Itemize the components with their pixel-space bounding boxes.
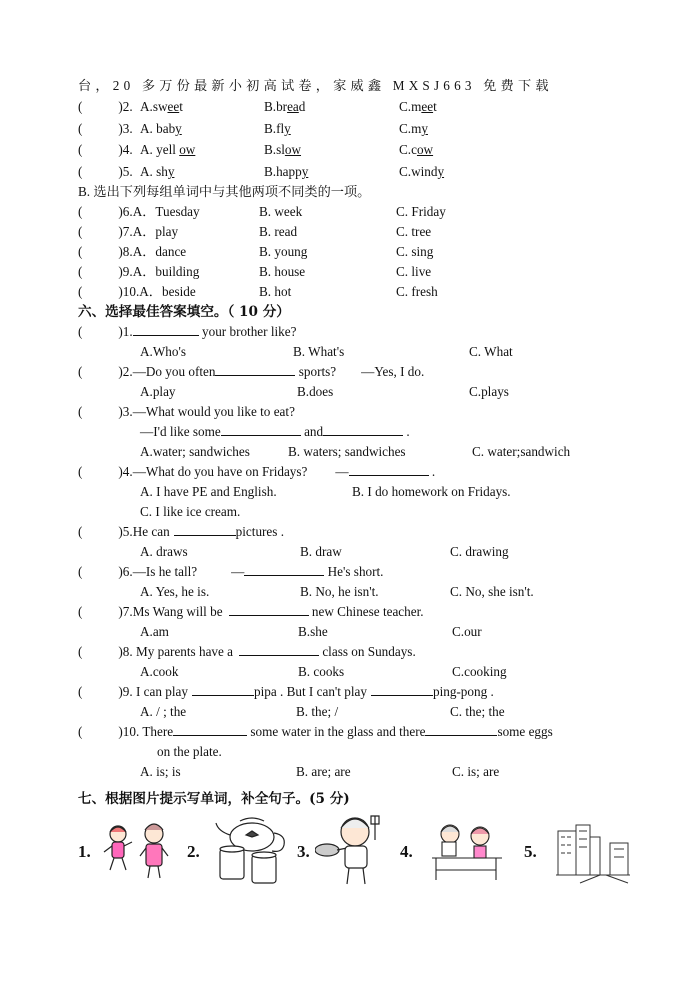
question-2: ( )2.—Do you often sports? —Yes, I do. [78,364,425,379]
option-text: C.m [399,121,422,136]
underlined-letters: ow [179,142,196,157]
option-b: B. week [259,204,303,219]
answer-blank[interactable] [192,683,254,696]
option-text: A. yell [140,142,180,157]
phonics-row [78,163,133,181]
phonics-option-a [140,163,174,181]
option-b: B. read [259,224,298,239]
boy-cooking-illustration [315,812,389,888]
option-b: B. house [259,264,306,279]
odd-one-out-row [78,283,196,301]
underlined-letters: ee [167,99,180,114]
q9-option-b: B. the; / [296,704,339,719]
phonics-option-b [264,120,291,138]
option-text: C.wind [399,164,438,179]
answer-paren-open: ( [78,264,83,279]
odd-one-out-row [78,243,186,261]
underlined-letters: ee [421,99,434,114]
q9-option-c: C. the; the [450,704,505,719]
question-1: ( )1. your brother like? [78,324,297,339]
answer-paren-open: ( [78,224,83,239]
q7-option-c: C.our [452,624,482,639]
picture-number-3: 3. [297,842,310,861]
odd-one-out-row [78,203,200,221]
option-c: C. fresh [396,284,438,299]
question-number: )5. [118,164,133,179]
q5-option-b: B. draw [300,544,342,559]
option-c: C. tree [396,224,432,239]
phonics-option-b [264,163,308,181]
option-c: C. sing [396,244,434,259]
q1-option-a: A.Who's [140,344,186,359]
section-7-title: 七、根据图片提示写单词，补全句子。(5 分) [78,791,350,807]
answer-blank[interactable] [323,423,403,436]
underlined-letters: ea [287,99,299,114]
girls-reading-illustration [430,820,504,882]
underlined-letters: y [175,121,182,136]
q6-option-a: A. Yes, he is. [140,584,210,599]
q10-option-a: A. is; is [140,764,181,779]
answer-paren-open: ( [78,204,83,219]
question-4: ( )4.—What do you have on Fridays? — . [78,464,436,479]
q8-option-b: B. cooks [298,664,345,679]
q5-option-a: A. draws [140,544,188,559]
q10-option-b: B. are; are [296,764,351,779]
question-5: ( )5.He can pictures . [78,524,285,539]
option-c: C. live [396,264,432,279]
question-7: ( )7.Ms Wang will be new Chinese teacher. [78,604,424,619]
q1-option-c: C. What [469,344,513,359]
question-6: ( )6.—Is he tall? — He's short. [78,564,384,579]
odd-one-out-row [78,263,199,281]
phonics-option-b [264,98,305,116]
answer-blank[interactable] [174,523,236,536]
q6-option-c: C. No, she isn't. [450,584,534,599]
question-9: ( )9. I can play pipa . But I can't play ping-pong . [78,684,494,699]
answer-paren-open: ( [78,99,83,114]
kids-greeting-illustration [100,820,180,882]
phonics-option-a [140,98,183,116]
picture-number-1: 1. [78,842,91,861]
answer-blank[interactable] [371,683,433,696]
phonics-option-c [399,163,444,181]
odd-one-out-row [78,223,178,241]
option-text: B.sl [264,142,285,157]
q5-option-c: C. drawing [450,544,509,559]
q9-option-a: A. / ; the [140,704,187,719]
q2-option-b: B.does [297,384,334,399]
option-a: )6.A．Tuesday [118,204,200,219]
phonics-option-c [399,120,428,138]
option-text: B.happ [264,164,302,179]
phonics-option-a [140,120,182,138]
q1-option-b: B. What's [293,344,345,359]
q4-option-a: A. I have PE and English. [140,484,277,499]
q7-option-a: A.am [140,624,169,639]
q10-option-c: C. is; are [452,764,500,779]
underlined-letters: y [421,121,428,136]
q3-option-a: A.water; sandwiches [140,444,250,459]
header-line: 台，20 多万份最新小初高试卷，家威鑫 MXSJ663 免费下载 [78,78,553,93]
question-10-line2: on the plate. [157,744,222,759]
option-a: )9.A．building [118,264,200,279]
answer-blank[interactable] [244,563,324,576]
option-a: )10.A．beside [118,284,196,299]
q2-option-a: A.play [140,384,176,399]
phonics-option-b [264,141,301,159]
q8-option-a: A.cook [140,664,179,679]
q2-option-c: C.plays [469,384,509,399]
answer-paren-open: ( [78,121,83,136]
underlined-letters: y [284,121,291,136]
phonics-option-a [140,141,195,159]
phonics-option-c [399,141,433,159]
q4-option-c: C. I like ice cream. [140,504,241,519]
answer-paren-open: ( [78,284,83,299]
answer-blank[interactable] [215,363,295,376]
answer-blank[interactable] [221,423,301,436]
answer-blank[interactable] [133,323,199,336]
question-3-line2: —I'd like some and . [140,424,410,439]
option-a: )7.A．play [118,224,179,239]
teapot-cups-illustration [212,815,294,887]
underlined-letters: y [301,164,309,179]
city-street-illustration [556,823,630,885]
answer-paren-open: ( [78,142,83,157]
question-8: ( )8. My parents have a class on Sundays. [78,644,416,659]
option-text: d [298,99,306,114]
q3-option-b: B. waters; sandwiches [288,444,406,459]
answer-blank[interactable] [349,463,429,476]
option-text: C.m [399,99,422,114]
phonics-row [78,120,133,138]
option-text: t [433,99,437,114]
question-number: )2. [118,99,133,114]
option-text: B.br [264,99,288,114]
q8-option-c: C.cooking [452,664,507,679]
option-a: )8.A．dance [118,244,187,259]
underlined-letters: ow [284,142,302,157]
option-text: t [179,99,183,114]
answer-paren-open: ( [78,244,83,259]
option-b: B. young [259,244,308,259]
answer-paren-open: ( [78,164,83,179]
picture-number-4: 4. [400,842,413,861]
picture-number-5: 5. [524,842,537,861]
answer-blank[interactable] [229,603,309,616]
q4-option-b: B. I do homework on Fridays. [352,484,511,499]
q3-option-c: C. water;sandwich [472,444,571,459]
answer-blank[interactable] [239,643,319,656]
phonics-option-c [399,98,437,116]
question-10: ( )10. There some water in the glass and there some eggs [78,724,553,739]
q7-option-b: B.she [298,624,328,639]
q6-option-b: B. No, he isn't. [300,584,379,599]
picture-number-2: 2. [187,842,200,861]
option-text: B.fl [264,121,285,136]
option-text: C.c [399,142,417,157]
phonics-row [78,98,133,116]
answer-blank[interactable] [173,723,247,736]
phonics-row [78,141,133,159]
section-b-title: B. 选出下列每组单词中与其他两项不同类的一项。 [78,184,371,199]
option-text: A. sh [140,164,168,179]
option-text: A. bab [140,121,176,136]
underlined-letters: y [437,164,445,179]
underlined-letters: y [167,164,175,179]
answer-blank[interactable] [425,723,497,736]
option-b: B. hot [259,284,292,299]
section-6-title: 六、选择最佳答案填空。（ 10 分） [78,304,290,320]
option-text: A.sw [140,99,168,114]
question-number: )4. [118,142,133,157]
underlined-letters: ow [416,142,434,157]
option-c: C. Friday [396,204,446,219]
question-number: )3. [118,121,133,136]
question-3: ( )3.—What would you like to eat? [78,404,295,419]
